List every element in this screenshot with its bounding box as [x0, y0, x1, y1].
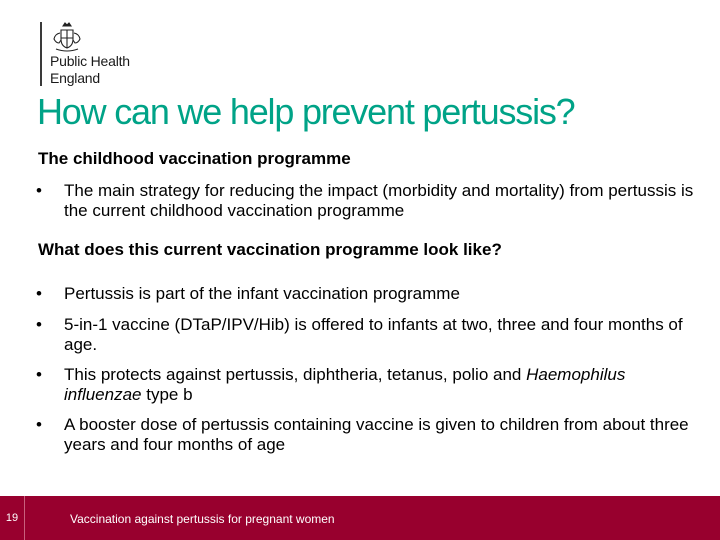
bullet-text: Pertussis is part of the infant vaccination programme [64, 284, 460, 303]
royal-crest-icon [50, 20, 84, 54]
footer-divider [24, 496, 25, 540]
page-number: 19 [5, 512, 19, 524]
bullet-icon: • [36, 284, 42, 303]
section-heading-programme: The childhood vaccination programme [38, 149, 351, 168]
logo-wordmark [50, 53, 180, 87]
logo-divider [40, 22, 42, 86]
bullet-text-italic: Haemophilus influenzae [64, 365, 626, 404]
footer-title: Vaccination against pertussis for pregnant women [70, 512, 335, 526]
section-2-bullets [36, 315, 696, 355]
section-2-bullets [36, 284, 696, 304]
slide-title: How can we help prevent pertussis? [37, 91, 575, 132]
list-item [36, 315, 696, 355]
bullet-text-post: type b [141, 385, 193, 404]
section-2-bullets [36, 415, 696, 455]
list-item [36, 365, 696, 405]
bullet-icon: • [36, 365, 42, 384]
bullet-icon: • [36, 415, 42, 434]
list-item [36, 415, 696, 455]
bullet-text [64, 365, 696, 405]
bullet-icon: • [36, 181, 42, 200]
bullet-text: The main strategy for reducing the impact (morbidity and mortality) from pertussis is the current childhood vaccination programme [64, 181, 694, 220]
footer-bar [0, 496, 720, 540]
section-1-bullets [36, 181, 696, 221]
logo-line-1: Public Health [50, 53, 130, 69]
list-item [36, 284, 696, 304]
logo-line-2: England [50, 70, 100, 86]
section-heading-look-like: What does this current vaccination programme look like? [38, 240, 502, 259]
bullet-text: A booster dose of pertussis containing vaccine is given to children from about three years and four months of age [64, 415, 689, 454]
list-item [36, 181, 696, 221]
bullet-text-pre: This protects against pertussis, diphtheria, tetanus, polio and [64, 365, 527, 384]
section-2-bullets [36, 365, 696, 405]
bullet-icon: • [36, 315, 42, 334]
bullet-text: 5-in-1 vaccine (DTaP/IPV/Hib) is offered to infants at two, three and four months of age. [64, 315, 683, 354]
